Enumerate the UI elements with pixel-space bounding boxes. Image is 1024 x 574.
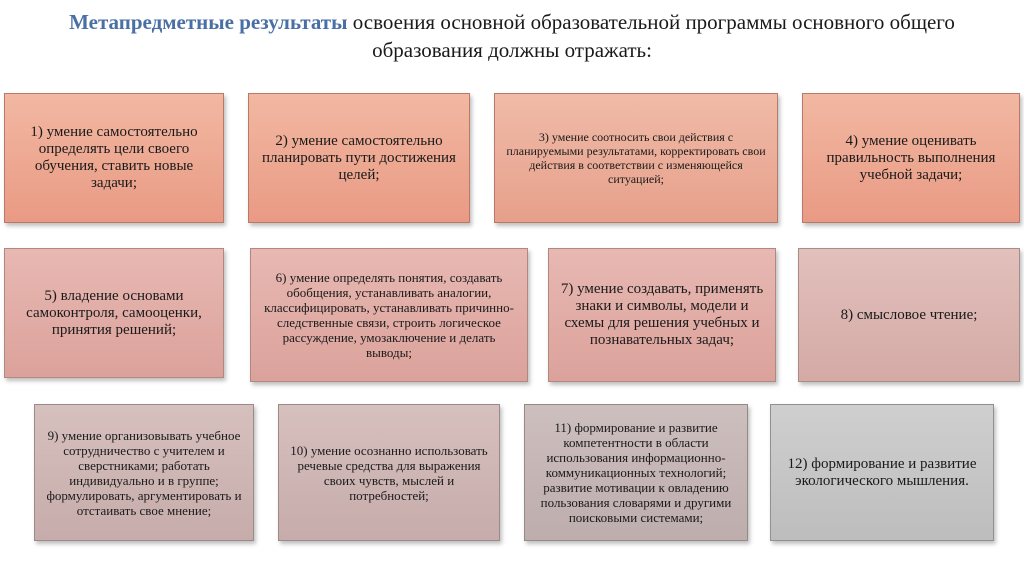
title-accent: Метапредметные результаты: [69, 10, 348, 34]
result-text-9: 9) умение организовывать учебное сотрудничество с учителем и сверстниками; работать индивидуально и в группе; формулировать, аргументировать и отстаивать свое мнение;: [46, 427, 242, 518]
result-text-2: 2) умение самостоятельно планировать пути достижения целей;: [262, 132, 456, 183]
page-title: [20, 8, 1004, 64]
result-box-6: [250, 248, 528, 382]
result-text-1: 1) умение самостоятельно определять цели своего обучения, ставить новые задачи;: [30, 124, 198, 191]
result-box-2: [248, 93, 470, 223]
result-box-9: [34, 404, 254, 541]
result-text-4: 4) умение оценивать правильность выполнения учебной задачи;: [826, 132, 996, 183]
result-box-8: [798, 248, 1020, 382]
result-box-11: [524, 404, 748, 541]
result-text-7: 7) умение создавать, применять знаки и символы, модели и схемы для решения учебных и познавательных задач;: [560, 281, 764, 348]
result-text-11: 11) формирование и развитие компетентности в области использования информационно-коммуникационных технологий; развитие мотивации к овладению пользования словарями и другими поисковыми системами;: [540, 420, 732, 525]
title-rest: освоения основной образовательной программы основного общего образования должны отражать:: [347, 10, 955, 62]
result-box-1: [4, 93, 224, 223]
result-box-10: [278, 404, 500, 541]
result-box-12: [770, 404, 994, 541]
result-text-5: 5) владение основами самоконтроля, самооценки, принятия решений;: [26, 287, 202, 338]
result-text-8: 8) смысловое чтение;: [840, 306, 978, 323]
result-box-4: [802, 93, 1020, 223]
result-text-12: 12) формирование и развитие экологического мышления.: [787, 455, 977, 489]
result-text-3: 3) умение соотносить свои действия с планируемыми результатами, корректировать свои действия в соответствии с изменяющейся ситуацией;: [506, 130, 766, 186]
result-text-10: 10) умение осознанно использовать речевые средства для выражения своих чувств, мыслей и потребностей;: [290, 442, 488, 503]
result-text-6: 6) умение определять понятия, создавать обобщения, устанавливать аналогии, классифицировать, устанавливать причинно-следственные связи, строить логическое рассуждение, умозаключение и делать выводы;: [264, 270, 514, 360]
result-box-3: [494, 93, 778, 223]
result-box-7: [548, 248, 776, 382]
result-box-5: [4, 248, 224, 378]
